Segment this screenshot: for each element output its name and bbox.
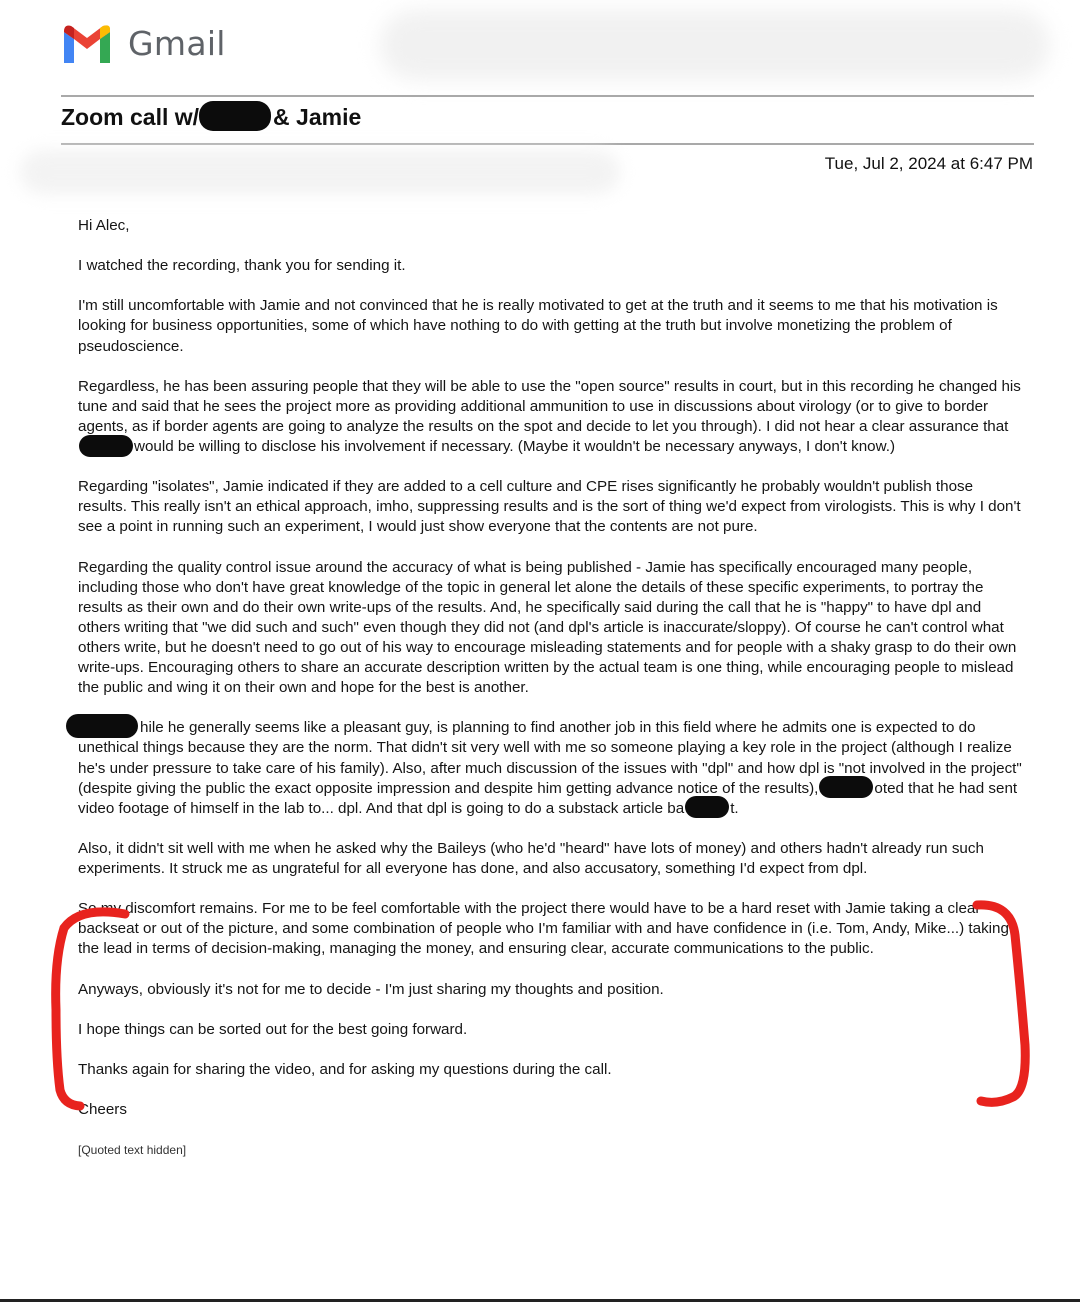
divider-subject xyxy=(61,143,1034,145)
paragraph-1: I watched the recording, thank you for sending it. xyxy=(78,257,406,275)
paragraph-6-part-3: t. xyxy=(730,799,739,817)
redaction-mark xyxy=(685,796,729,818)
redacted-account-area xyxy=(380,10,1050,80)
paragraph-6 xyxy=(78,718,1023,818)
paragraph-8: So my discomfort remains. For me to be feel comfortable with the project there would have to be a hard reset with Jamie taking a clear backseat or out of the picture, and some combination of people who I'm familiar with and have confidence in (i.e. Tom, Andy, Mike...) taking the lead in terms of decision-making, managing the money, and ensuring clear, accurate communications to the public. xyxy=(78,900,1009,958)
quoted-text-toggle[interactable]: [Quoted text hidden] xyxy=(78,1143,187,1158)
signoff: Cheers xyxy=(78,1101,127,1119)
gmail-wordmark: Gmail xyxy=(128,23,226,63)
subject-suffix: & Jamie xyxy=(273,104,362,130)
redacted-sender xyxy=(20,150,620,194)
paragraph-3-part-1: Regardless, he has been assuring people that they will be able to use the "open source" results in court, but in this recording he changed his tune and said that he sees the project more as providing additional ammunition to use in discussions about virology (or to give to border agents, as if border agents are going to analyze the results on the spot and decide to let you through). I did not hear a clear assurance that xyxy=(78,377,1021,435)
paragraph-6-part-2: oted that he had sent video footage of himself in the lab to... dpl. And that dpl is going to do a substack article ba xyxy=(78,779,1018,817)
redaction-mark xyxy=(819,776,873,798)
paragraph-3-part-2: would be willing to disclose his involvement if necessary. (Maybe it wouldn't be necessary anyways, I don't know.) xyxy=(134,438,896,456)
paragraph-6-part-1: hile he generally seems like a pleasant guy, is planning to find another job in this field where he admits one is expected to do unethical things because they are the norm. That didn't sit very well with me so someone playing a key role in the project (although I realize he's under pressure to take care of his family). Also, after much discussion of the issues with "dpl" and how dpl is "not involved in the project" (despite giving the public the exact opposite impression and despite him getting advance notice of the results), xyxy=(78,719,1022,797)
paragraph-5: Regarding the quality control issue around the accuracy of what is being published - Jamie has specifically encouraged many people, including those who don't have great knowledge of the topic in general let alone the details of these specific experiments, to portray the results as their own and do their own write-ups of the results. And, he specifically said during the call that he is "happy" to have dpl and others writing that "we did such and such" even though they did not (and dpl's article is inaccurate/sloppy). Of course he can't control what others write, but he doesn't need to go out of his way to encourage misleading statements and for people with a shaky grasp to do their own write-ups. Encouraging others to share an accurate description written by the actual team is one thing, while encouraging people to mislead the public and wing it on their own and hope for the best is another. xyxy=(78,558,1017,697)
gmail-logo xyxy=(60,18,226,68)
redaction-mark xyxy=(66,714,138,738)
divider-top xyxy=(61,95,1034,97)
email-date: Tue, Jul 2, 2024 at 6:47 PM xyxy=(824,154,1033,173)
paragraph-4: Regarding "isolates", Jamie indicated if they are added to a cell culture and CPE rises significantly he probably wouldn't publish those results. This really isn't an ethical approach, imho, suppressing results and is the sort of thing we'd expect from virologists. This is why I don't see a point in running such an experiment, I would just show everyone that the contents are not pure. xyxy=(78,478,1021,536)
paragraph-10: I hope things can be sorted out for the best going forward. xyxy=(78,1020,468,1038)
subject-prefix: Zoom call w/ xyxy=(61,104,200,130)
gmail-m-icon xyxy=(60,22,114,64)
greeting: Hi Alec, xyxy=(78,217,130,234)
email-subject xyxy=(61,104,361,131)
paragraph-11: Thanks again for sharing the video, and for asking my questions during the call. xyxy=(78,1060,612,1078)
paragraph-3 xyxy=(78,377,1023,457)
redaction-mark xyxy=(79,435,133,457)
paragraph-7: Also, it didn't sit well with me when he asked why the Baileys (who he'd "heard" have lots of money) and others hadn't already run such experiments. It struck me as ungrateful for all everyone has done, and also accusatory, something I'd expect from dpl. xyxy=(78,839,984,878)
redaction-mark xyxy=(199,101,271,131)
paragraph-9: Anyways, obviously it's not for me to decide - I'm just sharing my thoughts and position. xyxy=(78,980,664,998)
paragraph-2: I'm still uncomfortable with Jamie and not convinced that he is really motivated to get at the truth and it seems to me that his motivation is looking for business opportunities, some of which have nothing to do with getting at the truth but involve monetizing the problem of pseudoscience. xyxy=(78,297,998,355)
email-body xyxy=(78,216,1023,1181)
